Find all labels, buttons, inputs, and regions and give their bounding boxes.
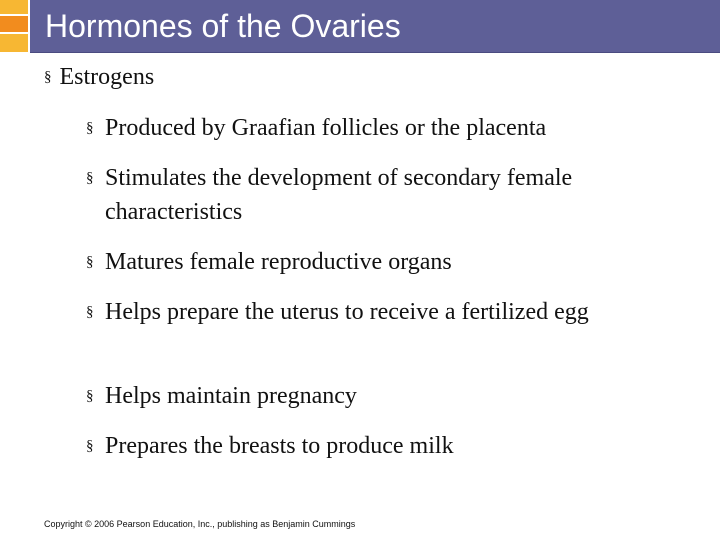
bullet-level2-item <box>86 111 686 145</box>
bullet-level2-item <box>86 429 686 463</box>
bullet-level1-text: Estrogens <box>59 64 155 90</box>
bullet-level2-item <box>86 245 686 279</box>
title-accent-blocks <box>0 0 28 52</box>
bullet-level2-text: Helps prepare the uterus to receive a fertilized egg <box>105 299 589 325</box>
bullet-marker-icon: § <box>44 69 52 85</box>
bullet-level2-text: Stimulates the development of secondary female characteristics <box>105 165 573 225</box>
bullet-level1 <box>44 64 154 91</box>
accent-block-bottom <box>0 34 28 52</box>
bullet-marker-icon: § <box>86 120 94 136</box>
bullet-marker-icon: § <box>86 438 94 454</box>
bullet-level2-item <box>86 161 686 229</box>
bullet-marker-icon: § <box>86 388 94 404</box>
copyright-footer: Copyright © 2006 Pearson Education, Inc., publishing as Benjamin Cummings <box>44 519 356 529</box>
bullet-marker-icon: § <box>86 170 94 186</box>
slide-title: Hormones of the Ovaries <box>45 8 401 44</box>
bullet-level2-text: Produced by Graafian follicles or the placenta <box>105 115 547 141</box>
accent-block-middle <box>0 16 28 32</box>
title-bar <box>30 0 720 53</box>
bullet-level2-text: Prepares the breasts to produce milk <box>105 433 454 459</box>
bullet-level2-text: Matures female reproductive organs <box>105 249 452 275</box>
accent-block-top <box>0 0 28 14</box>
bullet-marker-icon: § <box>86 304 94 320</box>
bullet-level2-item <box>86 295 686 329</box>
bullet-marker-icon: § <box>86 254 94 270</box>
bullet-level2-item <box>86 379 686 413</box>
bullet-level2-text: Helps maintain pregnancy <box>105 383 357 409</box>
